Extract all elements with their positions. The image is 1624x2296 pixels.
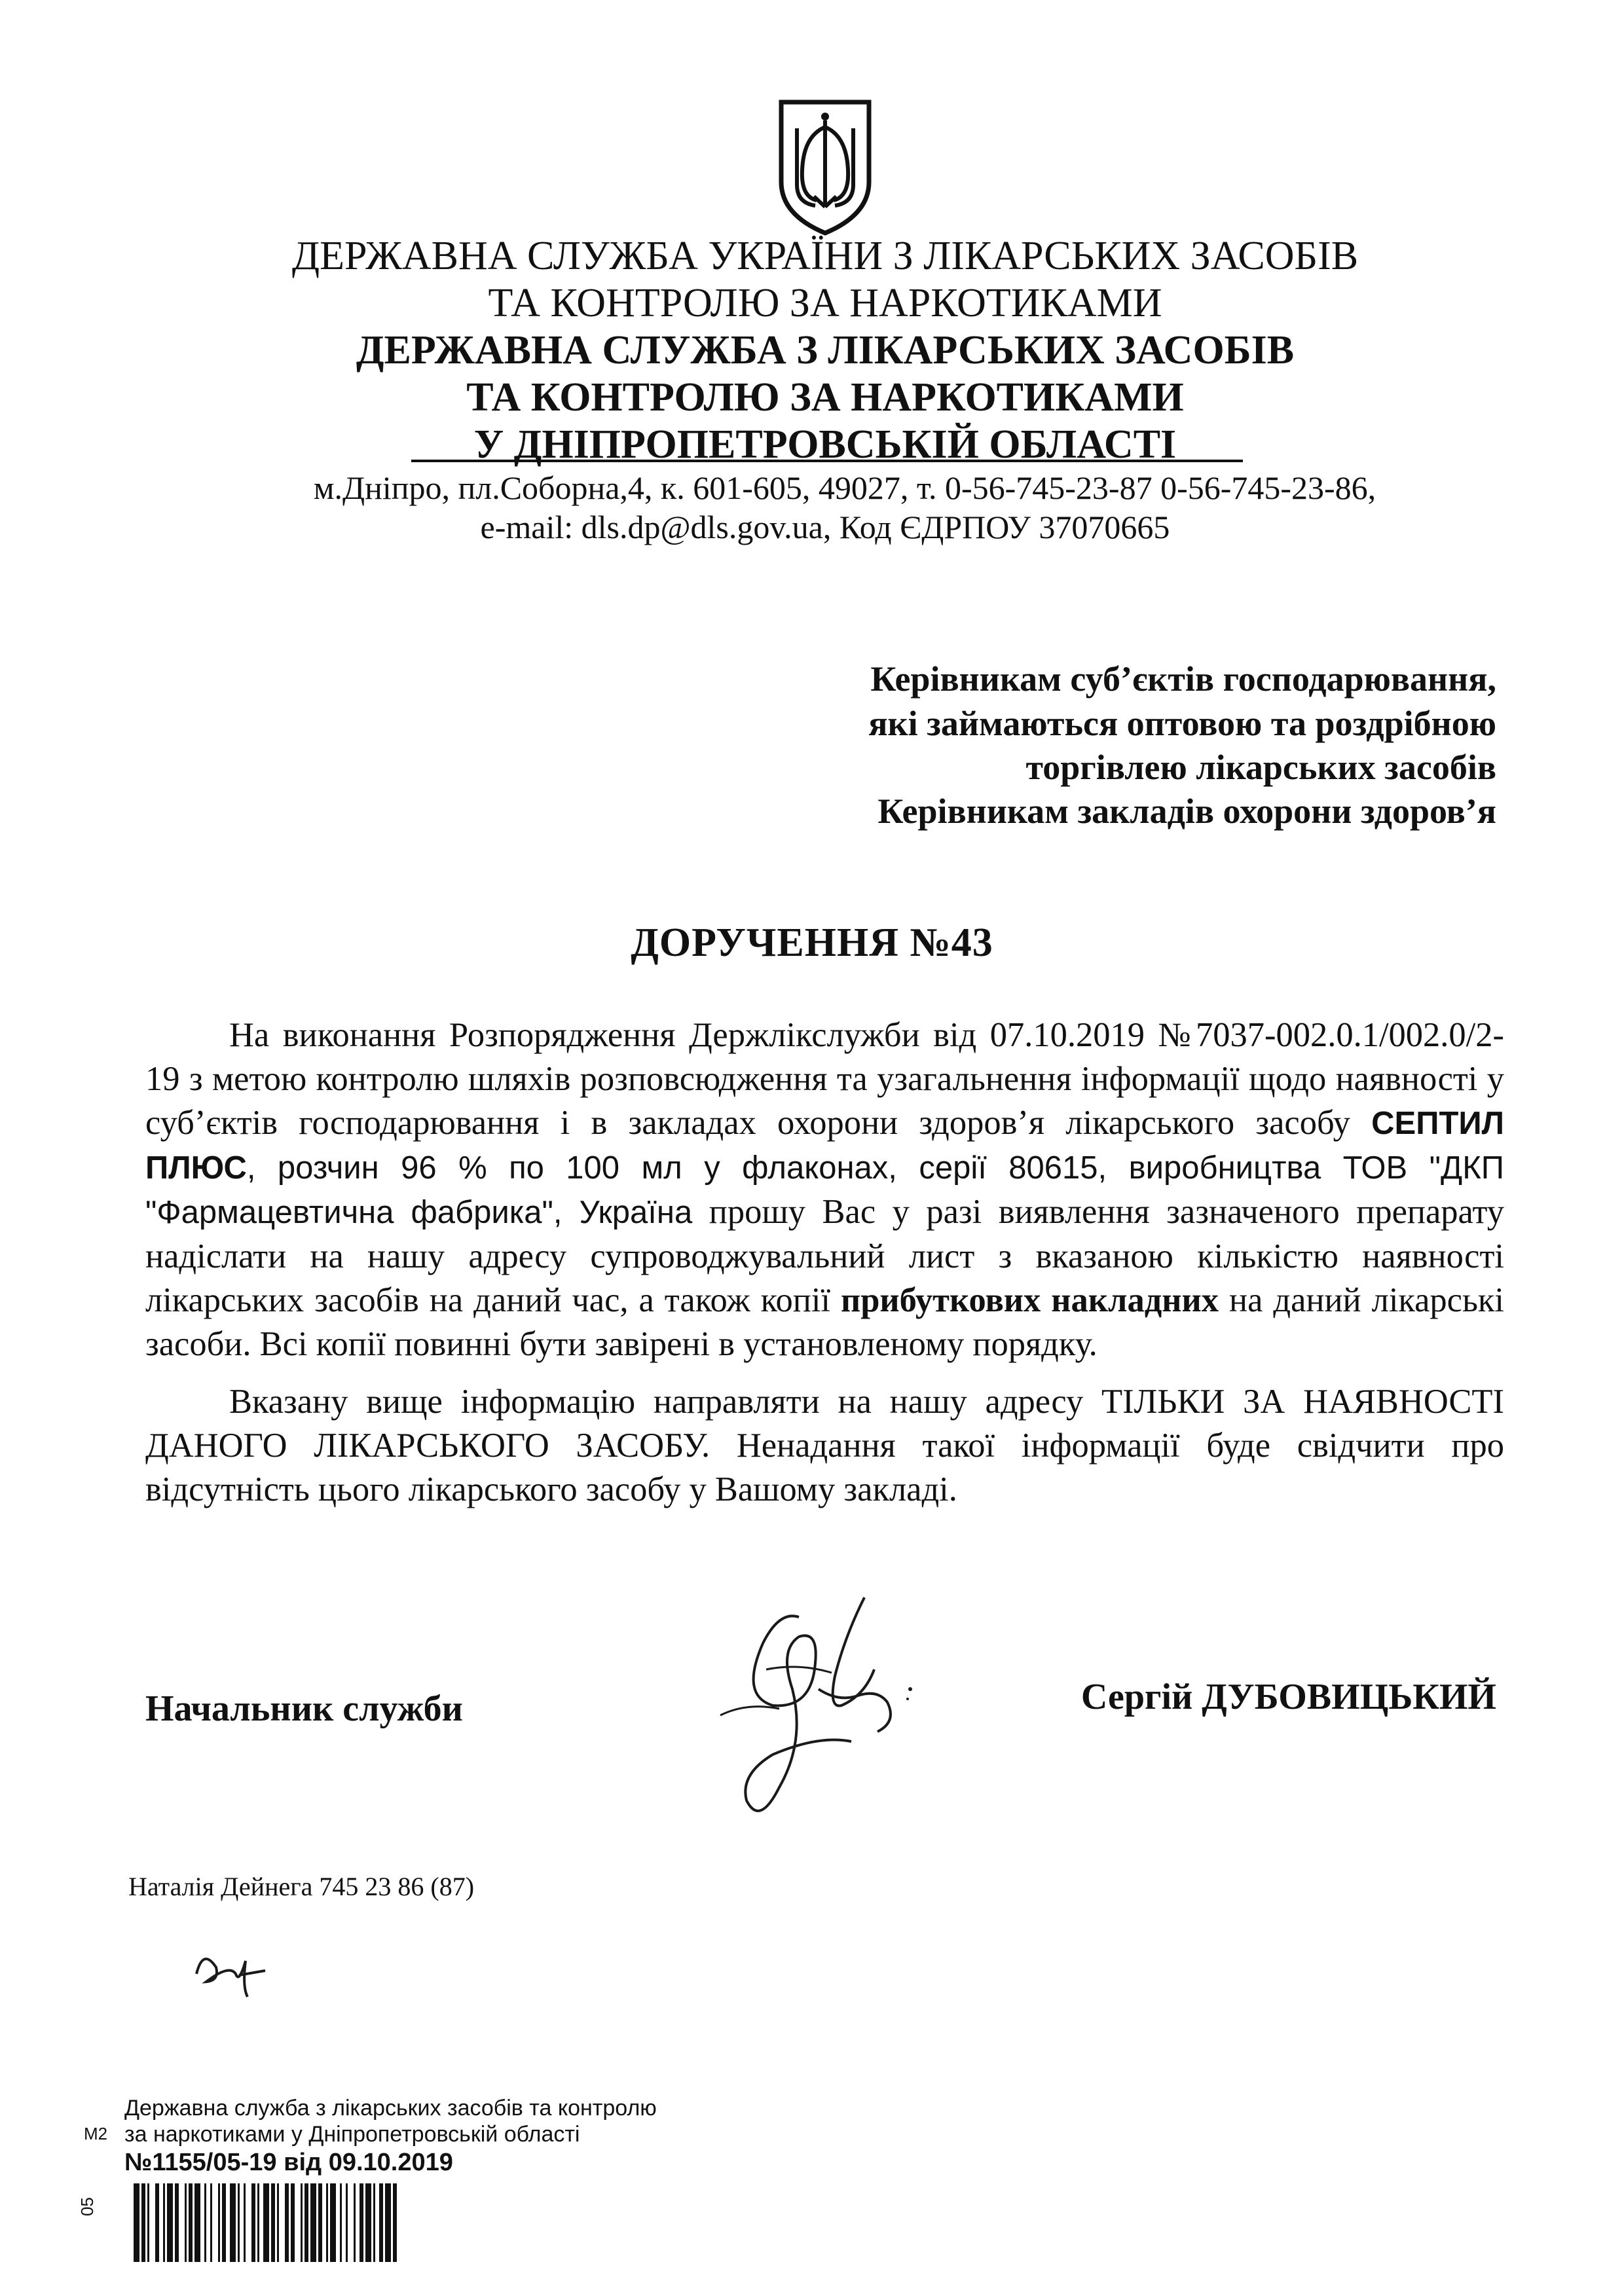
registration-mark: М2 (84, 2124, 108, 2143)
body-paragraph-2 (145, 1380, 1504, 1512)
office-name-line-1: ДЕРЖАВНА СЛУЖБА З ЛІКАРСЬКИХ ЗАСОБІВ (356, 328, 1295, 373)
registration-office-line-1: Державна служба з лікарських засобів та контролю (124, 2096, 657, 2121)
addressee-line-4: Керівникам закладів охорони здоров’я (877, 792, 1496, 831)
page-code: 05 (77, 2197, 97, 2216)
header-underline (411, 460, 1243, 462)
signature-icon (701, 1591, 936, 1846)
initials-icon (190, 1935, 275, 2007)
registration-number: №1155/05-19 від 09.10.2019 (124, 2149, 453, 2176)
document-title: ДОРУЧЕННЯ №43 (631, 920, 993, 965)
barcode-icon (131, 2183, 498, 2262)
bold-terms: прибуткових накладних (840, 1281, 1219, 1319)
office-name-line-3: У ДНІПРОПЕТРОВСЬКІЙ ОБЛАСТІ (473, 422, 1177, 467)
drug-name: СЕПТИЛ ПЛЮС (145, 1106, 1504, 1186)
para1-text-3: на даний лікарські засоби. Всі копії повинні бути завірені в установленому порядку. (145, 1281, 1505, 1363)
ministry-name-line-2: ТА КОНТРОЛЮ ЗА НАРКОТИКАМИ (488, 281, 1162, 325)
drug-details: , розчин 96 % по 100 мл у флаконах, серії 80615, виробництва ТОВ "ДКП "Фармацевтична фабрика", Україна (145, 1150, 1504, 1230)
office-name-line-2: ТА КОНТРОЛЮ ЗА НАРКОТИКАМИ (466, 375, 1184, 420)
registration-office-line-2: за наркотиками у Дніпропетровській області (124, 2122, 580, 2147)
signer-position: Начальник служби (145, 1688, 463, 1729)
ministry-name-line-1: ДЕРЖАВНА СЛУЖБА УКРАЇНИ З ЛІКАРСЬКИХ ЗАСОБІВ (291, 234, 1359, 278)
signer-name: Сергій ДУБОВИЦЬКИЙ (1080, 1677, 1496, 1717)
addressee-line-1: Керівникам суб’єктів господарювання, (870, 659, 1496, 699)
contact-address: м.Дніпро, пл.Соборна,4, к. 601-605, 49027, т. 0-56-745-23-87 0-56-745-23-86, (313, 469, 1376, 506)
coat-of-arms-icon (777, 98, 873, 237)
addressee-line-2: які займаються оптовою та роздрібною (868, 704, 1496, 743)
para1-text-1: На виконання Розпорядження Держлікслужби від 07.10.2019 №7037-002.0.1/002.0/2-19 з метою контролю шляхів розповсюдження та узагальнення інформації щодо наявності у суб’єктів господарювання і в закладах охорони здоров’я лікарського засобу (145, 1016, 1504, 1142)
contact-email: e-mail: dls.dp@dls.gov.ua, Код ЄДРПОУ 37070665 (480, 509, 1170, 545)
addressee-line-3: торгівлею лікарських засобів (1025, 748, 1496, 787)
para2-text: Вказану вище інформацію направляти на нашу адресу ТІЛЬКИ ЗА НАЯВНОСТІ ДАНОГО ЛІКАРСЬКОГО ЗАСОБУ. Ненадання такої інформації буде свідчити про відсутність цього лікарського засобу у Вашому закладі. (145, 1383, 1504, 1508)
executor-contact: Наталія Дейнега 745 23 86 (87) (128, 1872, 475, 1901)
body-paragraph-1 (145, 1013, 1504, 1366)
para1-text-2: прошу Вас у разі виявлення зазначеного препарату надіслати на нашу адресу супроводжувальний лист з вказаною кількістю наявності лікарських засобів на даний час, а також копії (145, 1193, 1504, 1319)
